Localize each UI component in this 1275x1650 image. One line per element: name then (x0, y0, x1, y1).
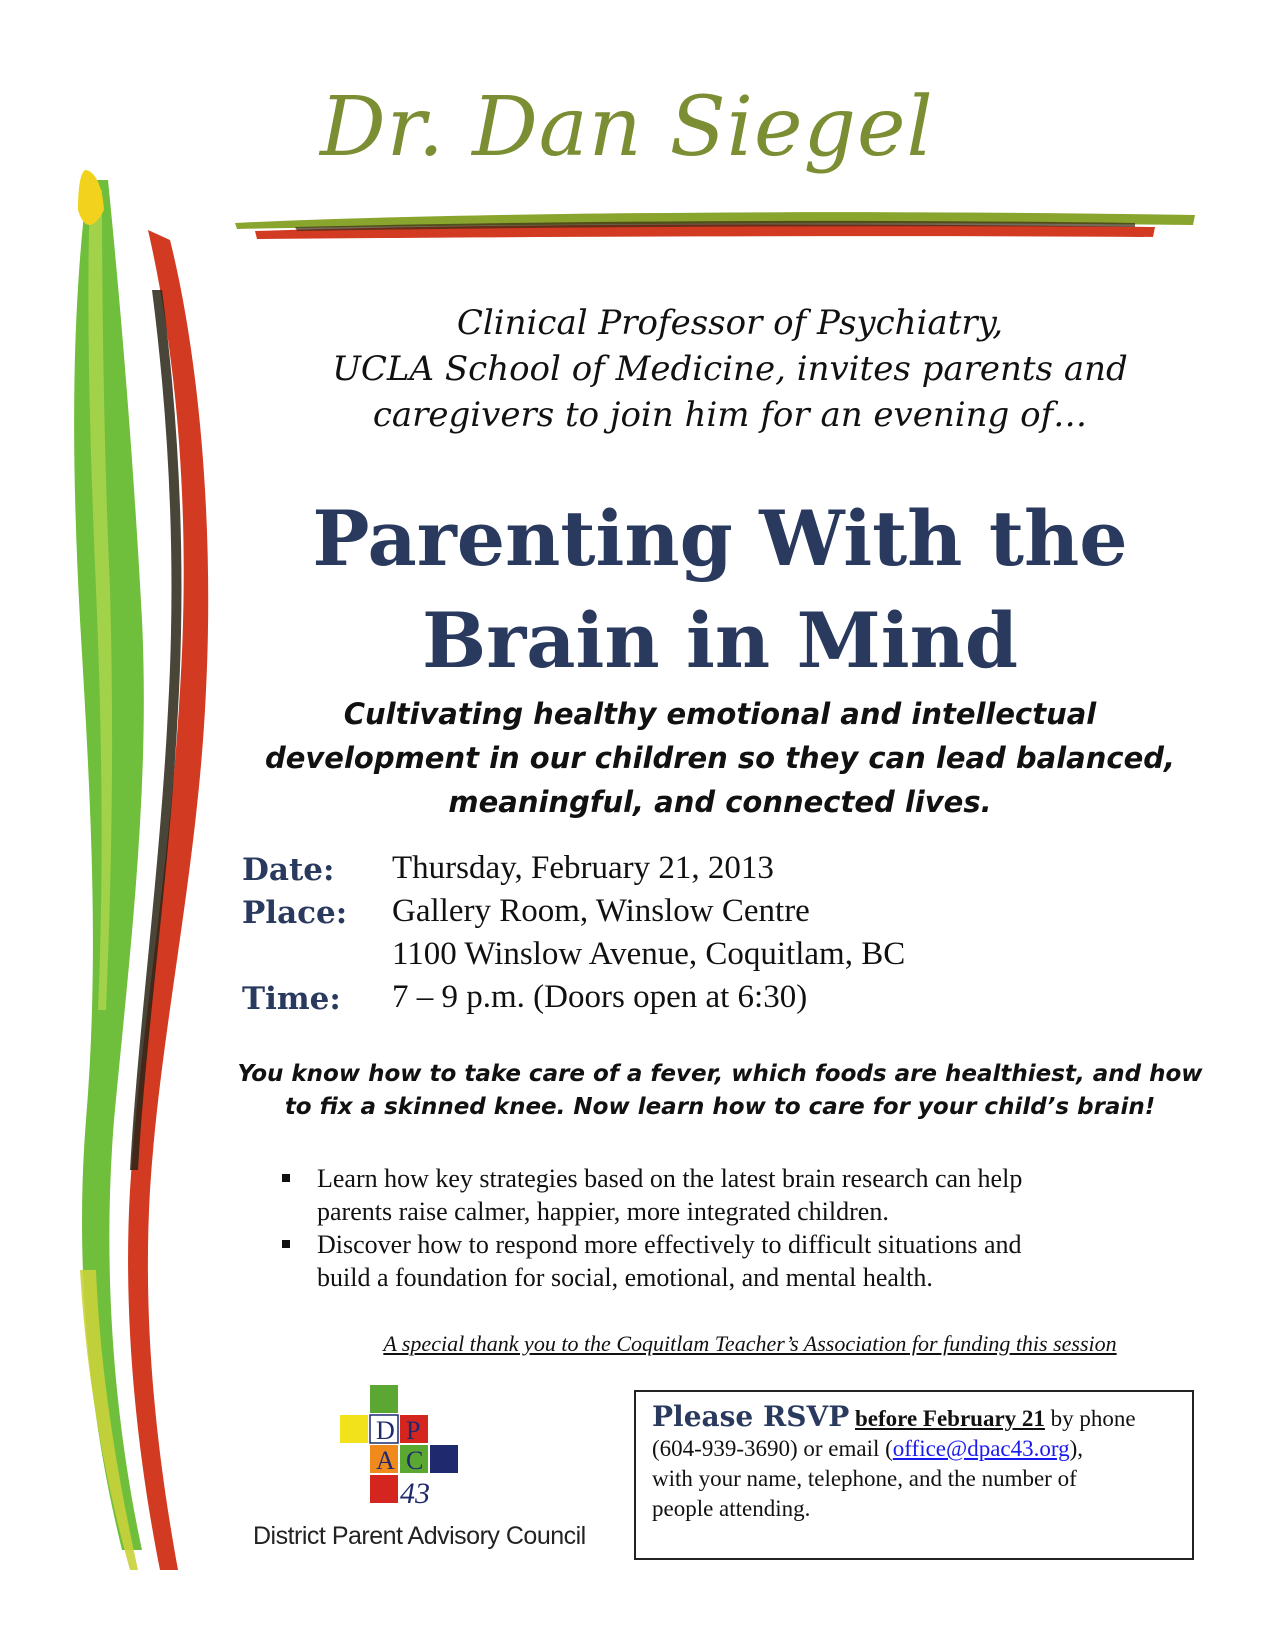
logo-letter-d: D (376, 1416, 395, 1445)
event-title-line: Parenting With the (312, 494, 1128, 583)
subtitle-line: meaningful, and connected lives. (448, 785, 992, 819)
list-item-line: parents raise calmer, happier, more integrated children. (317, 1197, 889, 1226)
rsvp-line-3: with your name, telephone, and the number of (652, 1466, 1077, 1491)
event-title-line: Brain in Mind (421, 596, 1019, 685)
rsvp-phone: (604-939-3690) or email ( (652, 1436, 893, 1461)
bullet-square-icon (282, 1240, 290, 1248)
dpac-logo (340, 1385, 480, 1515)
benefits-list (282, 1162, 1182, 1294)
logo-letter-p: P (406, 1416, 421, 1445)
list-item-line: build a foundation for social, emotional, and mental health. (317, 1263, 933, 1292)
list-item-line: Learn how key strategies based on the latest brain research can help (317, 1164, 1023, 1193)
pitch-line: to fix a skinned knee. Now learn how to care for your child’s brain! (284, 1094, 1156, 1120)
event-subtitle (240, 692, 1200, 824)
list-item (282, 1162, 1182, 1228)
bullet-square-icon (282, 1174, 290, 1182)
subtitle-line: Cultivating healthy emotional and intellectual (343, 697, 1097, 731)
rsvp-line-2 (652, 1434, 1176, 1464)
brush-stroke-decoration (30, 170, 220, 1590)
org-name: District Parent Advisory Council (253, 1522, 586, 1550)
place-label: Place: (242, 895, 348, 931)
logo-navy-square (430, 1445, 458, 1473)
time-label: Time: (242, 981, 341, 1017)
sponsor-thanks: A special thank you to the Coquitlam Teacher’s Association for funding this session (383, 1331, 1117, 1356)
intro-text (250, 300, 1210, 438)
intro-line: UCLA School of Medicine, invites parents and (332, 349, 1128, 389)
logo-number: 43 (400, 1477, 430, 1510)
intro-line: Clinical Professor of Psychiatry, (456, 303, 1004, 343)
logo-green-square (370, 1385, 398, 1413)
logo-letter-a: A (376, 1446, 395, 1475)
date-label: Date: (242, 852, 335, 888)
rsvp-email-link[interactable]: office@dpac43.org (892, 1436, 1070, 1461)
logo-letter-c: C (406, 1446, 424, 1475)
event-title (240, 488, 1200, 692)
list-item (282, 1228, 1182, 1294)
logo-yellow-square (340, 1415, 368, 1443)
pitch-text (230, 1058, 1210, 1124)
speaker-name: Dr. Dan Siegel (320, 80, 934, 175)
intro-line: caregivers to join him for an evening of… (372, 395, 1088, 435)
time-value: 7 – 9 p.m. (Doors open at 6:30) (392, 979, 808, 1015)
name-underline-brush (235, 205, 1195, 245)
pitch-line: You know how to take care of a fever, which foods are healthiest, and how (237, 1061, 1203, 1087)
rsvp-after-email: ), (1069, 1436, 1084, 1461)
date-value: Thursday, February 21, 2013 (392, 850, 774, 886)
rsvp-line-4: people attending. (652, 1496, 811, 1521)
place-value-line1: Gallery Room, Winslow Centre (392, 893, 810, 929)
rsvp-by-phone: by phone (1044, 1406, 1136, 1431)
logo-red-square (370, 1475, 398, 1503)
rsvp-deadline: before February 21 (855, 1406, 1045, 1431)
rsvp-lead: Please RSVP (652, 1400, 850, 1433)
rsvp-box (634, 1390, 1194, 1560)
place-value-line2: 1100 Winslow Avenue, Coquitlam, BC (392, 936, 906, 972)
list-item-line: Discover how to respond more effectively to difficult situations and (317, 1230, 1022, 1259)
rsvp-line-1 (652, 1402, 1176, 1434)
subtitle-line: development in our children so they can lead balanced, (264, 741, 1176, 775)
